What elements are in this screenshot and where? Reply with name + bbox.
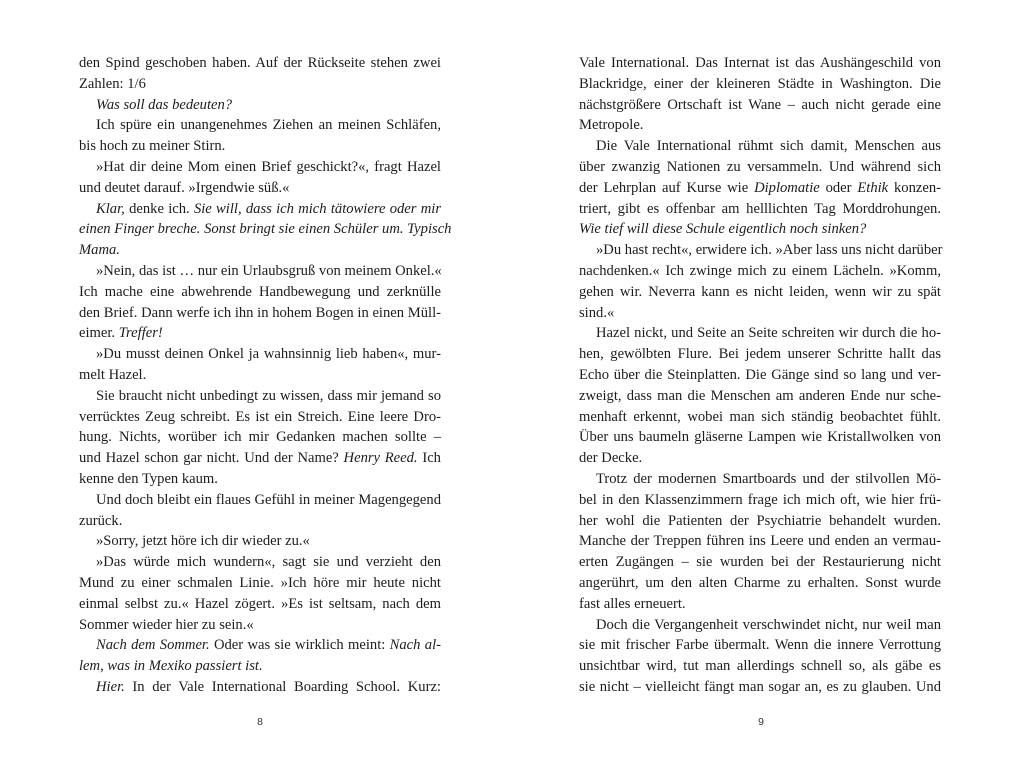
text-segment: »Du musst deinen Onkel ja wahnsinnig lieb haben«, mur-	[96, 346, 441, 363]
text-segment: hen, gewölbten Flure. Bei jedem unserer Schritte hallt das	[579, 346, 941, 363]
text-segment: über zwanzig Nationen zu versammeln. Und während sich	[579, 158, 941, 175]
text-line	[79, 219, 452, 240]
text-line	[579, 344, 941, 365]
text-line	[79, 261, 441, 282]
text-segment: Mund zu einer schmalen Linie. »Ich höre mir heute nicht	[79, 574, 441, 591]
text-segment: gehen wir. Neverra kann es nicht leiden, wenn wir zu spät	[579, 283, 941, 300]
italic-text: Klar,	[96, 200, 125, 217]
text-segment: sie mit frischer Farbe übermalt. Wenn die innere Verrottung	[579, 637, 941, 654]
text-segment: Trotz der modernen Smartboards und der stilvollen Mö-	[596, 470, 941, 487]
text-line	[579, 677, 941, 698]
right-page	[579, 53, 941, 698]
text-segment: triert, gibt es offenbar am helllichten Tag Morddrohungen.	[579, 200, 941, 217]
text-segment: »Nein, das ist … nur ein Urlaubsgruß von meinem Onkel.«	[96, 262, 442, 279]
text-segment: bel in den Klassenzimmern frage ich mich oft, wie hier frü-	[579, 491, 941, 508]
text-segment: nächstgrößere Ortschaft ist Wane – auch nicht gerade eine	[579, 96, 941, 113]
italic-text: Treffer!	[118, 325, 163, 342]
text-segment: den Brief. Dann werfe ich ihn in hohem Bogen in einen Müll-	[79, 304, 441, 321]
italic-text: Nach dem Sommer.	[96, 637, 210, 654]
text-line	[79, 594, 441, 615]
text-line	[79, 386, 441, 407]
text-line	[579, 53, 941, 74]
text-segment: Manche der Treppen führen ins Leere und enden an vermau-	[579, 533, 941, 550]
text-line	[79, 656, 441, 677]
text-segment: der Decke.	[579, 450, 643, 467]
text-line	[79, 178, 441, 199]
left-page	[79, 53, 452, 698]
text-segment: hung. Nichts, worüber ich mir Gedanken machen sollte –	[79, 429, 441, 446]
text-line	[579, 490, 941, 511]
text-line	[79, 511, 441, 532]
text-segment: Oder was sie wirklich meint:	[209, 637, 390, 654]
text-line	[579, 656, 941, 677]
text-line	[579, 552, 941, 573]
text-line	[579, 635, 941, 656]
text-segment: Blackridge, einer der kleineren Städte in Washington. Die	[579, 75, 941, 92]
text-line	[79, 635, 441, 656]
text-segment: bis hoch zu meiner Stirn.	[79, 138, 226, 155]
text-line	[79, 677, 441, 698]
text-line	[79, 531, 441, 552]
text-segment: sie nicht – vielleicht fängt man sogar an, es zu glauben. Und	[579, 678, 941, 695]
text-segment: Ich spüre ein unangenehmes Ziehen an meinen Schläfen,	[96, 117, 441, 134]
text-segment: her wohl die Patienten der Psychiatrie behandelt wurden.	[579, 512, 941, 529]
text-line	[579, 136, 941, 157]
text-segment: und Hazel schon gar nicht. Und der Name?	[79, 450, 344, 467]
text-line	[79, 407, 441, 428]
text-segment: »Sorry, jetzt höre ich dir wieder zu.«	[96, 533, 310, 550]
text-segment: »Du hast recht«, erwidere ich. »Aber lass uns nicht darüber	[596, 242, 943, 259]
text-line	[79, 74, 441, 95]
text-segment: In der Vale International Boarding School. Kurz:	[124, 678, 441, 695]
text-segment: »Hat dir deine Mom einen Brief geschickt?«, fragt Hazel	[96, 158, 441, 175]
text-line	[79, 448, 441, 469]
text-segment: Über uns baumeln gläserne Lampen wie Kristallwolken von	[579, 429, 941, 446]
italic-text: Nach al-	[389, 637, 441, 654]
text-line	[579, 511, 941, 532]
text-line	[79, 136, 441, 157]
text-segment: sind.«	[579, 304, 615, 321]
text-segment: Zahlen: 1/6	[79, 75, 146, 92]
text-segment: nachdenken.« Ich zwinge mich zu einem Lächeln. »Komm,	[579, 262, 941, 279]
text-segment: Sie braucht nicht unbedingt zu wissen, dass mir jemand so	[96, 387, 441, 404]
text-segment: Hazel nickt, und Seite an Seite schreiten wir durch die ho-	[596, 325, 941, 342]
text-line	[579, 303, 941, 324]
text-line	[79, 53, 441, 74]
italic-text: Wie tief will diese Schule eigentlich noch sinken?	[579, 221, 867, 238]
text-line	[79, 365, 441, 386]
italic-text: einen Finger breche. Sonst bringt sie einen Schüler um. Typisch	[79, 221, 452, 238]
text-segment: oder	[819, 179, 858, 196]
text-line	[579, 469, 941, 490]
italic-text: Ethik	[857, 179, 889, 196]
text-line	[579, 407, 941, 428]
italic-text: Diplomatie	[754, 179, 820, 196]
right-page-number: 9	[758, 716, 764, 728]
text-segment: Vale International. Das Internat ist das Aushängeschild von	[579, 55, 941, 71]
text-segment: Und doch bleibt ein flaues Gefühl in meiner Magengegend	[96, 491, 441, 508]
text-line	[579, 199, 941, 220]
text-line	[579, 240, 941, 261]
text-line	[79, 427, 441, 448]
text-segment: und deutet darauf. »Irgendwie süß.«	[79, 179, 290, 196]
text-segment: »Das würde mich wundern«, sagt sie und verzieht den	[96, 554, 441, 571]
text-line	[579, 178, 941, 199]
text-line	[79, 199, 441, 220]
text-line	[79, 282, 441, 303]
text-line	[579, 261, 941, 282]
italic-text: Henry Reed.	[343, 450, 418, 467]
text-line	[79, 323, 441, 344]
text-line	[579, 157, 941, 178]
text-line	[579, 323, 941, 344]
text-line	[579, 615, 941, 636]
text-segment: Doch die Vergangenheit verschwindet nicht, nur weil man	[596, 616, 941, 633]
text-segment: eimer.	[79, 325, 119, 342]
text-segment: Die Vale International rühmt sich damit, Menschen aus	[596, 138, 941, 155]
left-page-number: 8	[257, 716, 263, 728]
italic-text: Hier.	[96, 678, 125, 695]
text-line	[579, 594, 941, 615]
text-segment: unsichtbar wird, tut man allerdings schnell so, als gäbe es	[579, 658, 941, 675]
text-line	[579, 365, 941, 386]
text-segment: Sommer wieder hier zu sein.«	[79, 616, 254, 633]
text-line	[79, 344, 441, 365]
text-segment: angerührt, um den alten Charme zu erhalten. Sonst wurde	[579, 574, 941, 591]
text-line	[79, 240, 441, 261]
text-line	[79, 95, 441, 116]
text-line	[79, 157, 441, 178]
text-line	[579, 219, 941, 240]
text-line	[579, 386, 941, 407]
italic-text: Was soll das bedeuten?	[96, 96, 233, 113]
text-line	[579, 115, 941, 136]
text-line	[79, 303, 441, 324]
text-segment: einmal selbst zu.« Hazel zögert. »Es ist seltsam, nach dem	[79, 595, 441, 612]
italic-text: Sie will, dass ich mich tätowiere oder mir	[193, 200, 441, 217]
text-segment: der Lehrplan auf Kurse wie	[579, 179, 755, 196]
text-segment: menhaft erkennt, wobei man sich ständig beobachtet fühlt.	[579, 408, 941, 425]
text-segment: zurück.	[79, 512, 123, 529]
text-line	[579, 95, 941, 116]
text-segment: verrücktes Zeug schreibt. Es ist ein Streich. Eine leere Dro-	[79, 408, 441, 425]
italic-text: Mama.	[79, 242, 120, 259]
text-line	[79, 115, 441, 136]
text-line	[579, 531, 941, 552]
text-line	[79, 552, 441, 573]
text-line	[79, 490, 441, 511]
text-segment: Ich mache eine abwehrende Handbewegung und zerknülle	[79, 283, 441, 300]
text-line	[79, 615, 441, 636]
text-line	[79, 573, 441, 594]
text-segment: Ich	[417, 450, 441, 467]
text-segment: melt Hazel.	[79, 366, 147, 383]
text-line	[579, 74, 941, 95]
text-line	[579, 427, 941, 448]
text-segment: zweigt, dass man die Menschen am anderen Ende nur sche-	[579, 387, 941, 404]
text-segment: Echo über die Steinplatten. Die Gänge sind so lang und ver-	[579, 366, 941, 383]
text-segment: erten Zugängen – sie wurden bei der Restaurierung nicht	[579, 554, 941, 571]
text-line	[579, 573, 941, 594]
text-segment: fast alles erneuert.	[579, 595, 686, 612]
text-segment: denke ich.	[124, 200, 194, 217]
text-segment: kenne den Typen kaum.	[79, 470, 218, 487]
italic-text: lem, was in Mexiko passiert ist.	[79, 658, 263, 675]
text-line	[79, 469, 441, 490]
text-segment: Metropole.	[579, 117, 644, 134]
text-line	[579, 282, 941, 303]
text-segment: konzen-	[888, 179, 941, 196]
text-segment: den Spind geschoben haben. Auf der Rückseite stehen zwei	[79, 55, 441, 71]
text-line	[579, 448, 941, 469]
